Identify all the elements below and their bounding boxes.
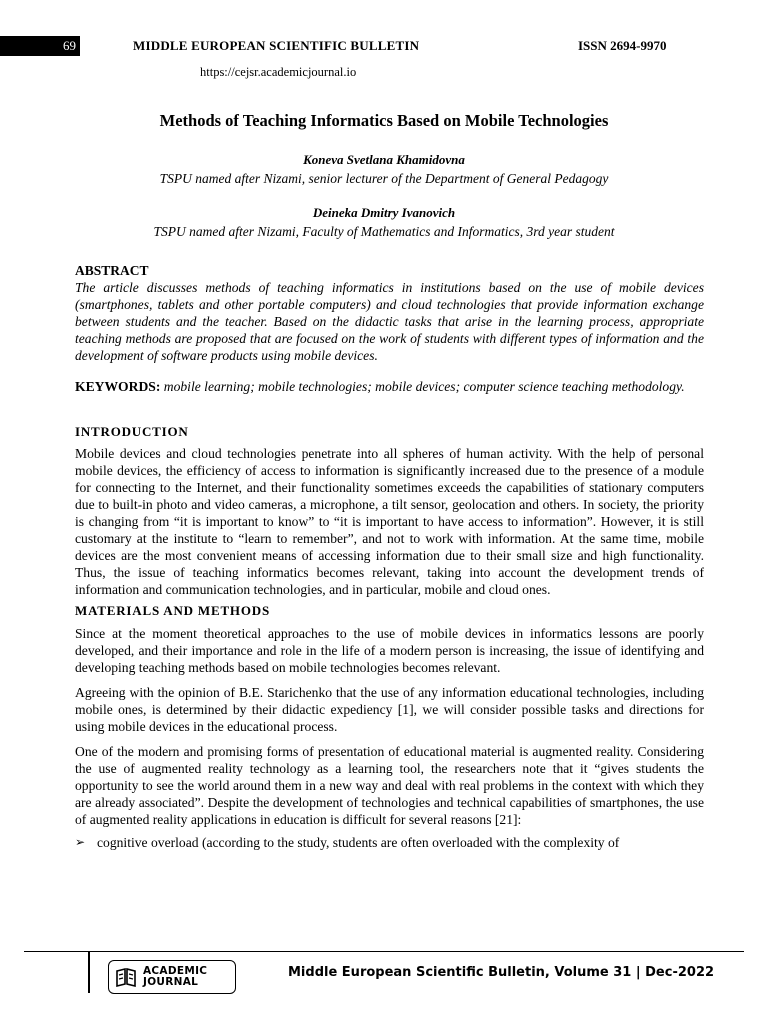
mm-paragraph-3: One of the modern and promising forms of presentation of educational material is augmented reality. Considering the use of augmented reality technology as a learning tool, the researchers note that it “gives students the opportunity to see the world around them in a new way and deal with real problems in the context with which they are already associated”. Despite the development of technologies and technical capabilities of smartphones, the use of augmented reality applications in education is difficult for several reasons [21]: [75, 744, 704, 827]
author-name-2: Deineka Dmitry Ivanovich [312, 205, 456, 220]
author-affiliation-1: TSPU named after Nizami, senior lecturer of the Department of General Pedagogy [159, 171, 609, 186]
mm-paragraph-2: Agreeing with the opinion of B.E. Starichenko that the use of any information educational technologies, including mobile ones, is determined by their didactic expediency [1], we will consider possible tasks and directions for using mobile devices in the educational process. [75, 685, 704, 734]
keywords [75, 378, 704, 395]
mm-paragraph-1: Since at the moment theoretical approaches to the use of mobile devices in informatics lessons are poorly developed, and their importance and role in the life of a modern person is increasing, the issue of identifying and developing teaching methods based on mobile technologies becomes relevant. [75, 626, 704, 675]
author-affiliation-2: TSPU named after Nizami, Faculty of Mathematics and Informatics, 3rd year student [153, 224, 615, 239]
journal-title: MIDDLE EUROPEAN SCIENTIFIC BULLETIN [133, 38, 420, 53]
footer-vertical-divider [88, 951, 90, 993]
academic-journal-logo [108, 960, 236, 994]
introduction-heading: INTRODUCTION [75, 424, 189, 439]
journal-url[interactable]: https://cejsr.academicjournal.io [200, 65, 357, 79]
page-number: 69 [0, 36, 80, 56]
materials-methods-heading: MATERIALS AND METHODS [75, 603, 270, 618]
book-icon [115, 966, 137, 988]
list-item [75, 834, 704, 851]
author-name-1: Koneva Svetlana Khamidovna [303, 152, 465, 167]
article-body [75, 262, 704, 851]
introduction-text: Mobile devices and cloud technologies penetrate into all spheres of human activity. With the help of personal mobile devices, the efficiency of access to information is significantly increased due to the presence of a module for connecting to the Internet, and their functionality sometimes exceeds the capabilities of stationary computers due to built-in photo and video cameras, a microphone, a tilt sensor, geolocation and others. In society, the priority is changing from “it is important to know” to “it is important to have access to information”. However, it is still customary at the institute to “learn to remember”, and not to work with information. At the same time, mobile devices are the most convenient means of accessing information due to their small size and high functionality. Thus, the issue of teaching informatics becomes relevant, taking into account the development trends of information and communication technologies, and in particular, mobile and cloud ones. [75, 446, 704, 597]
abstract-text: The article discusses methods of teaching informatics in institutions based on the use of mobile devices (smartphones, tablets and other portable computers) and cloud technologies that provide information exchange between students and the teacher. Based on the didactic tasks that arise in the learning process, appropriate teaching methods are proposed that are focused on the work of students with different types of information and the development of software products using mobile devices. [75, 280, 704, 363]
issn: ISSN 2694-9970 [578, 38, 667, 53]
paper-title: Methods of Teaching Informatics Based on Mobile Technologies [159, 111, 609, 130]
keywords-label: KEYWORDS: [75, 379, 161, 394]
footer-divider [24, 951, 744, 952]
list-item-text: cognitive overload (according to the study, students are often overloaded with the complexity of [97, 835, 620, 850]
abstract-heading: ABSTRACT [75, 263, 149, 278]
footer-citation: Middle European Scientific Bulletin, Volume 31 | Dec-2022 [288, 965, 715, 980]
logo-line-1: ACADEMIC [143, 965, 208, 977]
arrow-bullet-icon: ➢ [75, 835, 86, 849]
keywords-text: mobile learning; mobile technologies; mobile devices; computer science teaching methodology. [163, 379, 685, 394]
logo-line-2: JOURNAL [143, 976, 199, 988]
